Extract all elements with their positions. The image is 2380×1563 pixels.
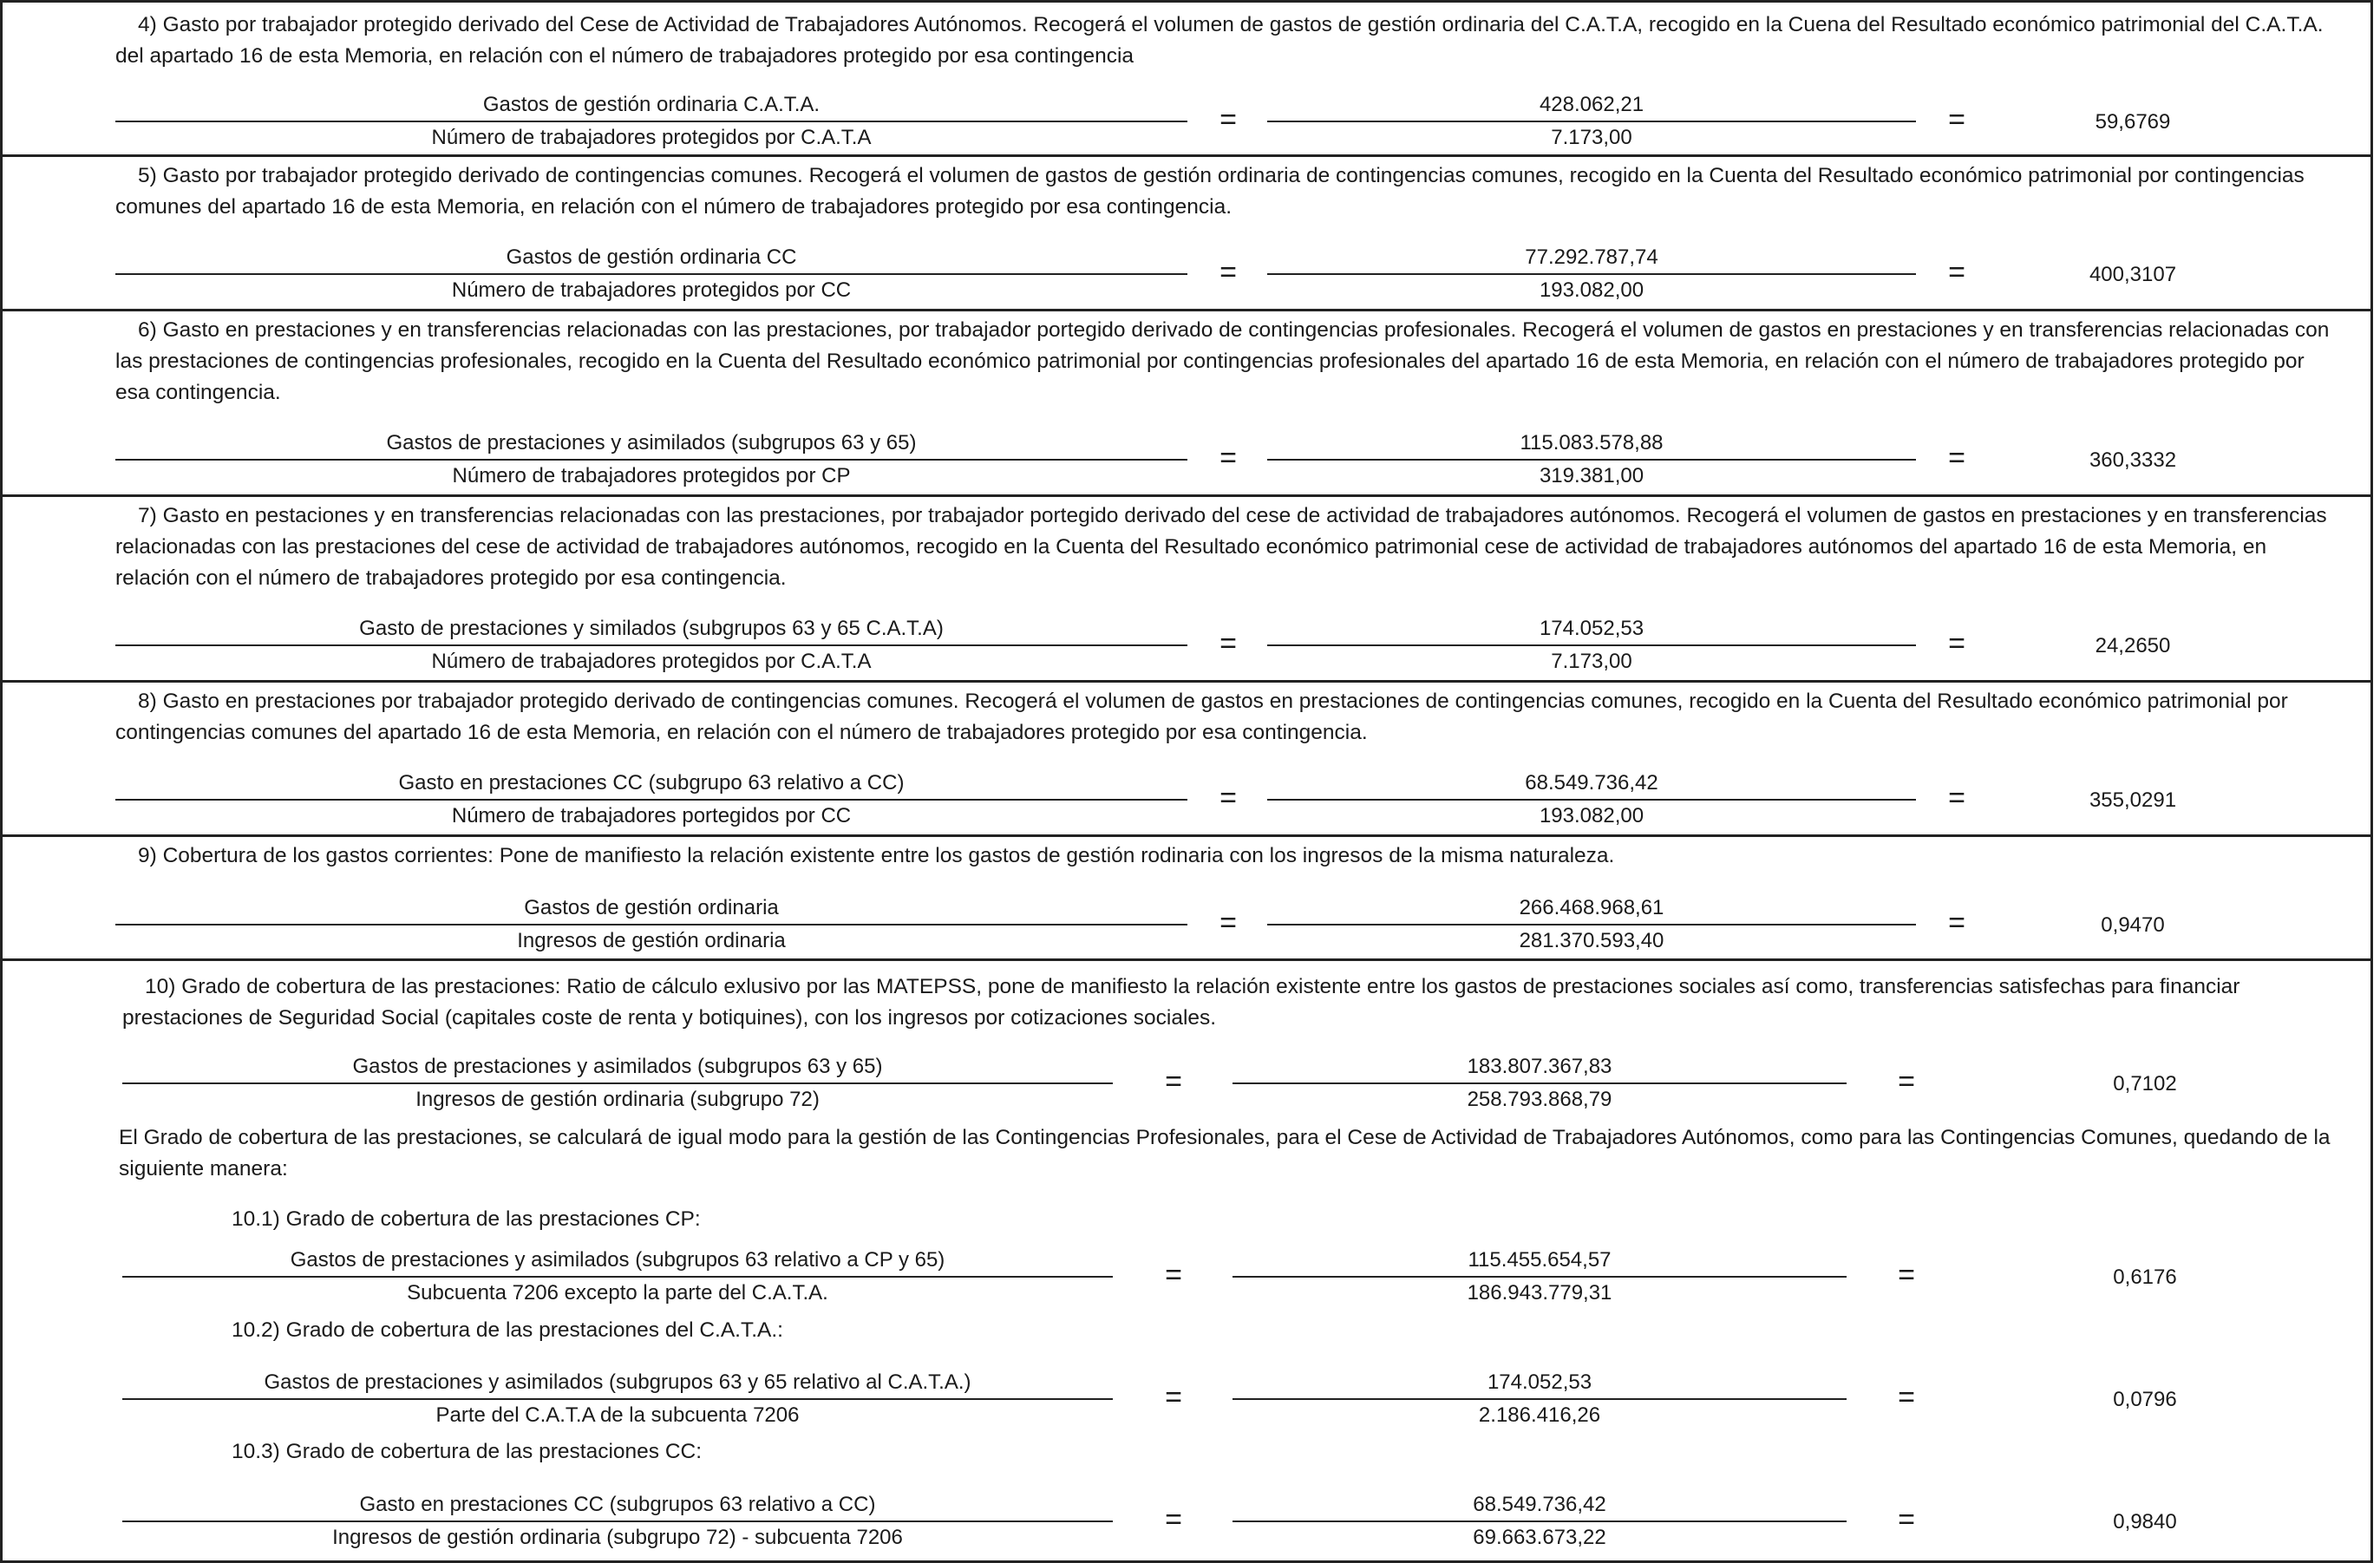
subsection-10-2-heading: 10.2) Grado de cobertura de las prestaciones del C.A.T.A.: — [232, 1318, 783, 1342]
section-10 — [0, 961, 2373, 1563]
numerator-value: 68.549.736,42 — [1473, 1493, 1606, 1516]
numerator-label: Gastos de prestaciones y asimilados (subgrupos 63 relativo a CP y 65) — [290, 1248, 945, 1272]
denominator-label: Ingresos de gestión ordinaria — [517, 929, 786, 952]
section-8-text: 8) Gasto en prestaciones por trabajador protegido derivado de contingencias comunes. Recogerá el volumen de gastos en prestaciones de contingencias comunes, recogido en la Cuenta del Resultado económico patrimonial por contingencias comunes del apartado 16 de esta Memoria, en relación con el número de trabajadores protegido por esa contingencia. — [115, 690, 2288, 744]
denominator-label: Subcuenta 7206 excepto la parte del C.A.T.A. — [407, 1281, 828, 1305]
denominator-value: 69.663.673,22 — [1473, 1526, 1606, 1549]
denominator-label: Ingresos de gestión ordinaria (subgrupo 72) - subcuenta 7206 — [332, 1526, 903, 1549]
numerator-label: Gastos de prestaciones y asimilados (subgrupos 63 y 65) — [386, 431, 917, 455]
result-value: 0,7102 — [2113, 1072, 2177, 1095]
result-value: 400,3107 — [2089, 263, 2177, 286]
numerator-label: Gastos de prestaciones y asimilados (subgrupos 63 y 65) — [352, 1055, 883, 1078]
equals-sign: = — [1948, 441, 1965, 474]
section-4-text: 4) Gasto por trabajador protegido derivado del Cese de Actividad de Trabajadores Autónomos. Recogerá el volumen de gastos de gestión ordinaria del C.A.T.A, recogido en la Cuena del Resultado económico patrimonial del C.A.T.A. del apartado 16 de esta Memoria, en relación con el número de trabajadores protegido por esa contingencia — [115, 13, 2324, 68]
equals-sign: = — [1948, 782, 1965, 814]
denominator-label: Ingresos de gestión ordinaria (subgrupo 72) — [415, 1088, 820, 1111]
result-value: 0,9470 — [2101, 913, 2165, 937]
result-value: 0,9840 — [2113, 1510, 2177, 1534]
denominator-label: Número de trabajadores protegidos por CC — [451, 278, 852, 302]
numerator-value: 68.549.736,42 — [1525, 771, 1658, 795]
equals-sign: = — [1898, 1065, 1915, 1098]
numerator-label: Gastos de prestaciones y asimilados (subgrupos 63 y 65 relativo al C.A.T.A.) — [264, 1370, 971, 1394]
section-9 — [0, 837, 2373, 961]
denominator-value: 7.173,00 — [1551, 126, 1632, 149]
denominator-label: Parte del C.A.T.A de la subcuenta 7206 — [435, 1403, 800, 1427]
equals-sign: = — [1165, 1259, 1182, 1292]
numerator-label: Gasto de prestaciones y similados (subgrupos 63 y 65 C.A.T.A) — [359, 617, 944, 640]
section-5 — [0, 157, 2373, 311]
section-7 — [0, 497, 2373, 683]
numerator-value: 115.083.578,88 — [1520, 431, 1664, 455]
denominator-value: 193.082,00 — [1539, 804, 1644, 827]
equals-sign: = — [1948, 627, 1965, 660]
result-value: 24,2650 — [2095, 634, 2171, 657]
denominator-label: Número de trabajadores portegidos por CC — [451, 804, 852, 827]
equals-sign: = — [1165, 1065, 1182, 1098]
result-value: 355,0291 — [2089, 788, 2177, 812]
denominator-value: 258.793.868,79 — [1467, 1088, 1612, 1111]
equals-sign: = — [1219, 627, 1237, 660]
section-8 — [0, 683, 2373, 837]
equals-sign: = — [1898, 1259, 1915, 1292]
equals-sign: = — [1219, 441, 1237, 474]
section-6 — [0, 311, 2373, 497]
result-value: 0,0796 — [2113, 1388, 2177, 1411]
numerator-label: Gastos de gestión ordinaria — [524, 896, 779, 919]
subsection-10-1-heading: 10.1) Grado de cobertura de las prestaciones CP: — [232, 1207, 701, 1231]
denominator-value: 186.943.779,31 — [1467, 1281, 1612, 1305]
section-4 — [0, 0, 2373, 157]
numerator-value: 183.807.367,83 — [1467, 1055, 1612, 1078]
section-9-text: 9) Cobertura de los gastos corrientes: Pone de manifiesto la relación existente entre los gastos de gestión rodinaria con los ingresos de la misma naturaleza. — [138, 844, 1615, 867]
denominator-value: 193.082,00 — [1539, 278, 1644, 302]
numerator-value: 77.292.787,74 — [1525, 245, 1658, 269]
result-value: 0,6176 — [2113, 1265, 2177, 1289]
numerator-label: Gastos de gestión ordinaria CC — [506, 245, 797, 269]
equals-sign: = — [1219, 906, 1237, 939]
equals-sign: = — [1898, 1381, 1915, 1414]
denominator-label: Número de trabajadores protegidos por C.A.T.A — [431, 650, 872, 673]
denominator-label: Número de trabajadores protegidos por C.A.T.A — [431, 126, 872, 149]
denominator-value: 2.186.416,26 — [1478, 1403, 1601, 1427]
denominator-value: 319.381,00 — [1539, 464, 1644, 487]
equals-sign: = — [1165, 1503, 1182, 1536]
equals-sign: = — [1948, 906, 1965, 939]
result-value: 360,3332 — [2089, 448, 2177, 472]
numerator-value: 174.052,53 — [1487, 1370, 1592, 1394]
subsection-10-3-heading: 10.3) Grado de cobertura de las prestaciones CC: — [232, 1440, 703, 1463]
equals-sign: = — [1219, 103, 1237, 136]
numerator-value: 266.468.968,61 — [1519, 896, 1664, 919]
equals-sign: = — [1898, 1503, 1915, 1536]
equals-sign: = — [1219, 256, 1237, 289]
equals-sign: = — [1948, 103, 1965, 136]
section-6-text: 6) Gasto en prestaciones y en transferencias relacionadas con las prestaciones, por trabajador portegido derivado de contingencias profesionales. Recogerá el volumen de gastos en prestaciones y en transferencias relacionadas con las prestaciones de contingencias profesionales, recogido en la Cuenta del Resultado económico patrimonial por contingencias profesionales del apartado 16 de esta Memoria, en relación con el número de trabajadores protegido por esa contingencia. — [115, 318, 2330, 404]
result-value: 59,6769 — [2095, 110, 2171, 134]
equals-sign: = — [1219, 782, 1237, 814]
section-10-note: El Grado de cobertura de las prestaciones, se calculará de igual modo para la gestión de las Contingencias Profesionales, para el Cese de Actividad de Trabajadores Autónomos, como para las Contingencias Comunes, quedando de la siguiente manera: — [119, 1126, 2331, 1180]
section-7-text: 7) Gasto en pestaciones y en transferencias relacionadas con las prestaciones, por trabajador portegido derivado del cese de actividad de trabajadores autónomos. Recogerá el volumen de gastos en prestaciones y en transferencias relacionadas con las prestaciones del cese de actividad de trabajadores autónomos, recogido en la Cuenta del Resultado económico patrimonial cese de actividad de trabajadores autónomos del apartado 16 de esta Memoria, en relación con el número de trabajadores protegido por esa contingencia. — [115, 504, 2327, 590]
numerator-label: Gastos de gestión ordinaria C.A.T.A. — [482, 93, 821, 116]
numerator-label: Gasto en prestaciones CC (subgrupos 63 relativo a CC) — [359, 1493, 876, 1516]
denominator-value: 7.173,00 — [1551, 650, 1632, 673]
denominator-value: 281.370.593,40 — [1519, 929, 1664, 952]
numerator-label: Gasto en prestaciones CC (subgrupo 63 relativo a CC) — [398, 771, 905, 795]
denominator-label: Número de trabajadores protegidos por CP — [452, 464, 851, 487]
numerator-value: 115.455.654,57 — [1468, 1248, 1612, 1272]
equals-sign: = — [1165, 1381, 1182, 1414]
section-5-text: 5) Gasto por trabajador protegido derivado de contingencias comunes. Recogerá el volumen de gastos de gestión ordinaria de contingencias comunes, recogido en la Cuenta del Resultado económico patrimonial por contingencias comunes del apartado 16 de esta Memoria, en relación con el número de trabajadores protegido por esa contingencia. — [115, 164, 2305, 219]
numerator-value: 428.062,21 — [1539, 93, 1644, 116]
equals-sign: = — [1948, 256, 1965, 289]
numerator-value: 174.052,53 — [1539, 617, 1644, 640]
section-10-text: 10) Grado de cobertura de las prestaciones: Ratio de cálculo exlusivo por las MATEPSS, pone de manifiesto la relación existente entre los gastos de prestaciones sociales así como, transferencias satisfechas para financiar prestaciones de Seguridad Social (capitales coste de renta y botiquines), con los ingresos por cotizaciones sociales. — [122, 975, 2240, 1030]
